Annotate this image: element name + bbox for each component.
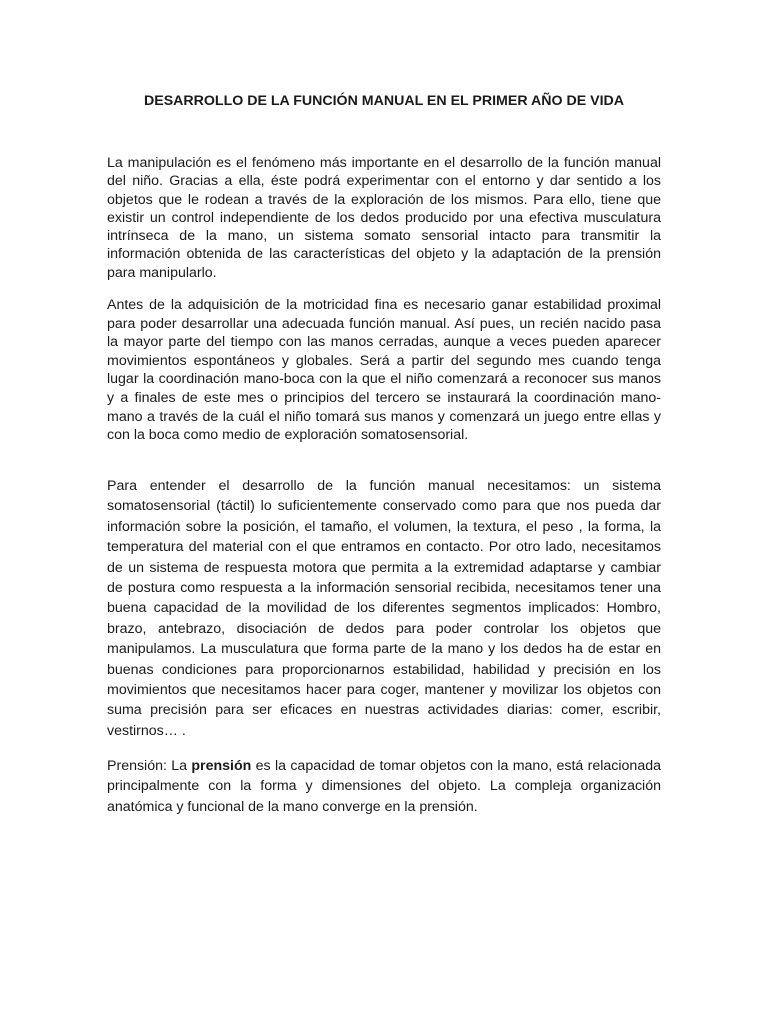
document-title: DESARROLLO DE LA FUNCIÓN MANUAL EN EL PRIMER AÑO DE VIDA xyxy=(143,93,625,109)
paragraph-manipulacion: La manipulación es el fenómeno más importante en el desarrollo de la función manual del niño. Gracias a ella, éste podrá experimentar con el entorno y dar sentido a los objetos que le rodean a través de la exploración de los mismos. Para ello, tiene que existir un control independiente de los dedos producido por una efectiva musculatura intrínseca de la mano, un sistema somato sensorial intacto para transmitir la información obtenida de las características del objeto y la adaptación de la prensión para manipularlo. xyxy=(107,155,661,281)
prension-lead: Prensión: La xyxy=(107,758,192,774)
paragraph-motricidad-fina: Antes de la adquisición de la motricidad fina es necesario ganar estabilidad proximal para poder desarrollar una adecuada función manual. Así pues, un recién nacido pasa la mayor parte del tiempo con las manos cerradas, aunque a veces pueden aparecer movimientos espontáneos y globales. Será a partir del segundo mes cuando tenga lugar la coordinación mano-boca con la que el niño comenzará a reconocer sus manos y a finales de este mes o principios del tercero se instaurará la coordinación mano-mano a través de la cuál el niño tomará sus manos y comenzará un juego entre ellas y con la boca como medio de exploración somatosensorial. xyxy=(107,297,661,444)
paragraph-requisitos-funcion-manual: Para entender el desarrollo de la función manual necesitamos: un sistema somatosensorial (táctil) lo suficientemente conservado como para que nos pueda dar información sobre la posición, el tamaño, el volumen, la textura, el peso , la forma, la temperatura del material con el que entramos en contacto. Por otro lado, necesitamos de un sistema de respuesta motora que permita a la extremidad adaptarse y cambiar de postura como respuesta a la información sensorial recibida, necesitamos tener una buena capacidad de la movilidad de los diferentes segmentos implicados: Hombro, brazo, antebrazo, disociación de dedos para poder controlar los objetos que manipulamos. La musculatura que forma parte de la mano y los dedos ha de estar en buenas condiciones para proporcionarnos estabilidad, habilidad y precisión en los movimientos que necesitamos hacer para coger, mantener y movilizar los objetos con suma precisión para ser eficaces en nuestras actividades diarias: comer, escribir, vestirnos… . xyxy=(107,478,661,739)
paragraph-prension xyxy=(107,756,661,817)
prension-definition: es la capacidad de tomar objetos con la mano, está relacionada principalmente con la forma y dimensiones del objeto. La compleja organización anatómica y funcional de la mano converge en la prensión. xyxy=(107,758,661,815)
prension-term: prensión xyxy=(191,758,252,774)
